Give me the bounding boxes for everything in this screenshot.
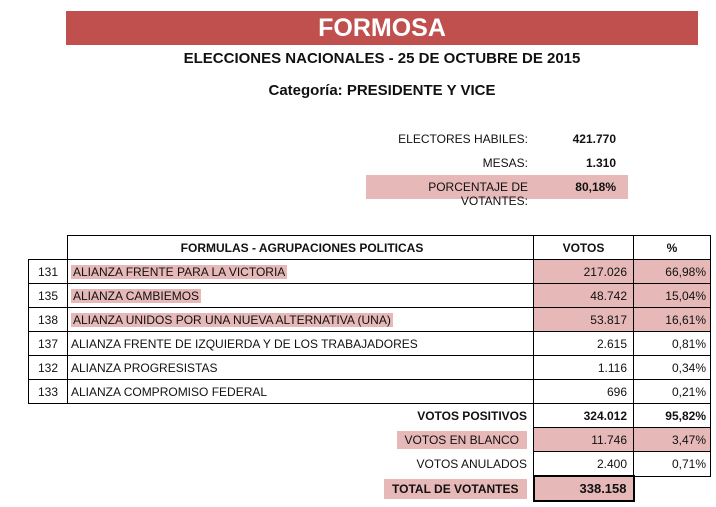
party-pct: 0,81% [634,332,711,356]
party-code: 138 [29,308,68,332]
party-pct: 15,04% [634,284,711,308]
anulados-votos: 2.400 [534,452,634,477]
party-name [68,308,534,332]
formulas-header: FORMULAS - AGRUPACIONES POLITICAS [68,236,534,260]
blanco-row [29,428,711,452]
party-name: ALIANZA PROGRESISTAS [68,356,534,380]
porcentaje-value: 80,18% [575,180,616,194]
mesas-label: MESAS: [482,156,528,170]
table-header-row [29,236,711,260]
table-row [29,380,711,404]
party-votos: 696 [534,380,634,404]
results-table [28,235,711,502]
page-title: FORMOSA [66,11,698,45]
party-votos: 53.817 [534,308,634,332]
positivos-votos: 324.012 [534,404,634,428]
blanco-votos: 11.746 [534,428,634,452]
empty-cell [29,428,68,452]
party-votos: 217.026 [534,260,634,284]
total-votos: 338.158 [534,476,634,501]
party-code: 131 [29,260,68,284]
table-row [29,332,711,356]
total-label: TOTAL DE VOTANTES [384,479,526,499]
table-row [29,308,711,332]
party-name [68,284,534,308]
blanco-pct: 3,47% [634,428,711,452]
party-name [68,260,534,284]
anulados-row [29,452,711,477]
party-name-text: ALIANZA CAMBIEMOS [73,288,200,303]
empty-cell [29,404,68,428]
mesas-value: 1.310 [585,156,616,170]
party-code: 133 [29,380,68,404]
positivos-pct: 95,82% [634,404,711,428]
party-votos: 48.742 [534,284,634,308]
empty-cell [29,452,68,477]
porcentaje-label: PORCENTAJE DE VOTANTES: [428,180,528,208]
party-name-text: ALIANZA FRENTE PARA LA VICTORIA [73,264,286,279]
party-name: ALIANZA FRENTE DE IZQUIERDA Y DE LOS TRABAJADORES [68,332,534,356]
electores-label: ELECTORES HABILES: [398,132,528,146]
table-row [29,356,711,380]
pct-header: % [634,236,711,260]
votos-header: VOTOS [534,236,634,260]
total-label-cell [68,476,534,501]
party-pct: 16,61% [634,308,711,332]
party-code: 135 [29,284,68,308]
empty-cell [29,476,68,501]
party-name: ALIANZA COMPROMISO FEDERAL [68,380,534,404]
table-row [29,260,711,284]
anulados-label: VOTOS ANULADOS [68,452,534,477]
party-pct: 0,34% [634,356,711,380]
party-pct: 0,21% [634,380,711,404]
blanco-label-cell [68,428,534,452]
party-pct: 66,98% [634,260,711,284]
positivos-label: VOTOS POSITIVOS [68,404,534,428]
party-votos: 2.615 [534,332,634,356]
table-row [29,284,711,308]
anulados-pct: 0,71% [634,452,711,477]
category-label: Categoría: PRESIDENTE Y VICE [268,82,496,99]
party-name-text: ALIANZA UNIDOS POR UNA NUEVA ALTERNATIVA (UNA) [73,312,391,327]
electores-value: 421.770 [572,132,616,146]
election-subtitle: ELECCIONES NACIONALES - 25 DE OCTUBRE DE 2015 [183,50,581,67]
positivos-row [29,404,711,428]
empty-cell [634,476,711,501]
code-header [29,236,68,260]
party-votos: 1.116 [534,356,634,380]
party-code: 137 [29,332,68,356]
blanco-label: VOTOS EN BLANCO [397,431,527,449]
party-code: 132 [29,356,68,380]
total-row [29,476,711,501]
